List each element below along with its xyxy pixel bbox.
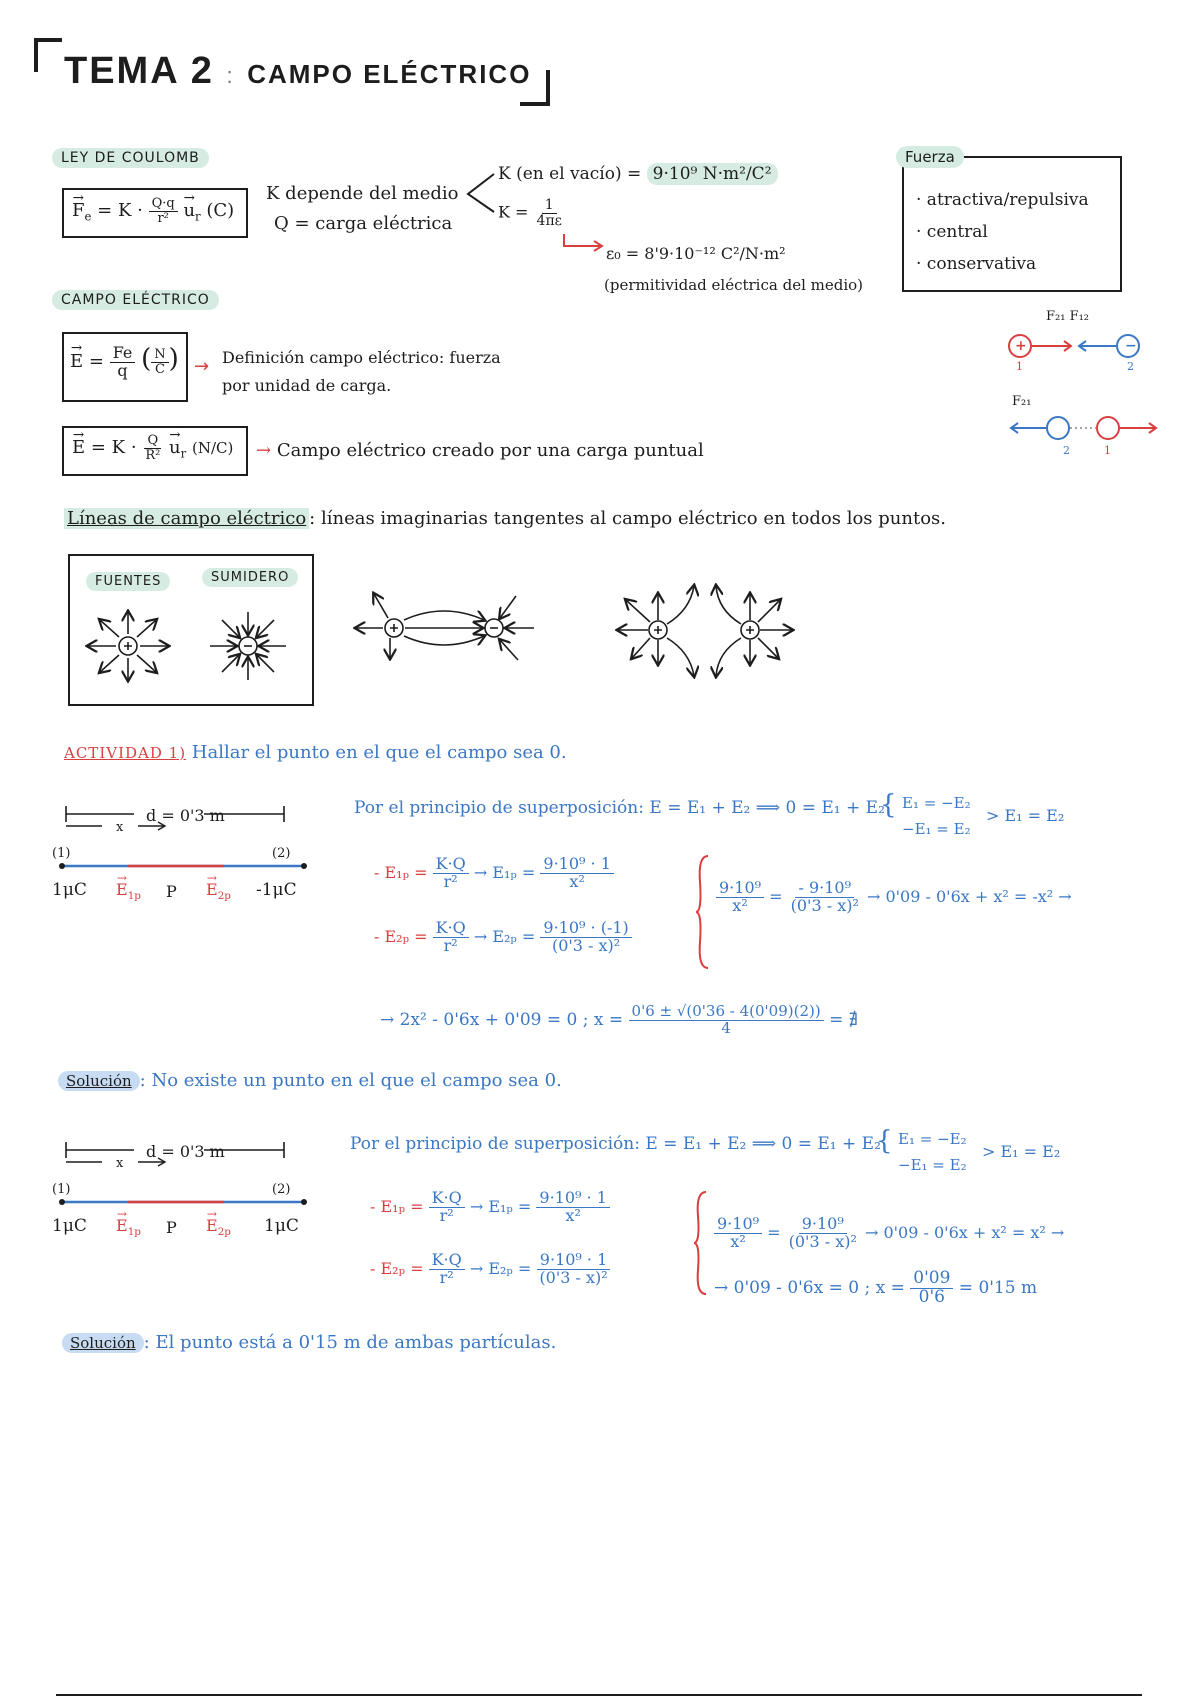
ex1-eq-l-num: 9·10⁹ (716, 880, 764, 898)
fuerza-item-conservativa: · conservativa (916, 254, 1037, 274)
ex2-lin-lhs: → 0'09 - 0'6x = 0 ; x = (714, 1277, 905, 1298)
sumidero-label: SUMIDERO (202, 568, 298, 587)
ex2-eq-r-den: (0'3 - x)² (788, 1231, 857, 1251)
ex1-p: P (166, 882, 177, 901)
ex2-sys2: −E₁ = E₂ (898, 1156, 967, 1174)
ex2-e1-line (370, 1190, 610, 1225)
campo-point-formula (72, 434, 233, 462)
title-sep: : (226, 63, 235, 88)
sol2-label: Solución (62, 1333, 144, 1353)
ex1-e2-frac2 (540, 920, 631, 955)
actividad-text: Hallar el punto en el que el campo sea 0. (191, 742, 567, 763)
actividad-label: ACTIVIDAD 1) (64, 744, 187, 762)
campo-point-text: → Campo eléctrico creado por una carga puntual (256, 440, 704, 461)
ex2-q2: 1μC (264, 1216, 299, 1236)
ex2-e2p (206, 1216, 231, 1238)
fuerza-item-atractiva: · atractiva/repulsiva (916, 190, 1089, 210)
ex1-q2: -1μC (256, 880, 297, 900)
ex1-quad-den: 4 (721, 1018, 731, 1037)
coulomb-note2: Q = carga eléctrica (274, 213, 453, 234)
ex1-e2-den2: (0'3 - x)² (551, 935, 621, 955)
ex2-brace: { (876, 1126, 893, 1156)
ex2-e2-frac (429, 1252, 465, 1287)
lineas-label: Líneas de campo eléctrico (64, 508, 309, 529)
ex1-e1-frac2 (540, 856, 613, 891)
ex2-e1-den: r² (439, 1205, 454, 1225)
ex2-q1: 1μC (52, 1216, 87, 1236)
ex2-eq-l-num: 9·10⁹ (714, 1216, 762, 1234)
ex1-eq-left (716, 880, 764, 915)
ex1-eq-result: → 0'09 - 0'6x + x² = -x² → (866, 886, 1072, 906)
ex2-e2-line (370, 1252, 611, 1287)
ex1-e2-num: K·Q (433, 920, 469, 938)
ex1-system (902, 790, 971, 842)
campo-def-text (222, 344, 501, 400)
force-n2b: 2 (1063, 444, 1070, 457)
campo-point-unit: (N/C) (191, 439, 234, 458)
ex2-e1-frac (429, 1190, 465, 1225)
ex1-sup-label: Por el principio de superposición: (354, 798, 644, 818)
ex1-e2-lhs: - E₂ₚ = (374, 926, 428, 946)
ex1-q1: 1μC (52, 880, 87, 900)
force-q1: + (1015, 338, 1027, 354)
campo-point-u-sub: r (180, 446, 187, 461)
campo-def-text2: por unidad de carga. (222, 376, 392, 395)
ex2-eq-r-num: 9·10⁹ (799, 1216, 847, 1234)
campo-def-arrow: → (194, 356, 210, 377)
ex2-big-brace (692, 1188, 712, 1298)
ex2-e1-num: K·Q (429, 1190, 465, 1208)
campo-def-den: q (117, 360, 128, 380)
campo-def-E: E (70, 351, 84, 372)
ex1-sys2: −E₁ = E₂ (902, 820, 971, 838)
ex1-quad-res: = ∄ (829, 1009, 858, 1030)
ex2-e2-arrow: → E₂ₚ = (469, 1258, 532, 1278)
ex2-e1-den2: x² (565, 1205, 581, 1225)
sol2-text: : El punto está a 0'15 m de ambas partículas. (143, 1332, 557, 1353)
ex2-x: x (116, 1156, 124, 1171)
force-diagram (990, 304, 1190, 464)
ex2-e2p-sub: 2p (217, 1226, 231, 1239)
ex2-e2-den: r² (439, 1267, 454, 1287)
campo-def-unit-num: N (151, 348, 168, 363)
k-formula (498, 198, 565, 228)
ex2-lin-frac (910, 1270, 953, 1307)
eps-value: ε₀ = 8'9·10⁻¹² C²/N·m² (606, 244, 786, 263)
ex1-e1-arrow: → E₁ₚ = (473, 862, 536, 882)
ex1-eq-l-den: x² (732, 895, 748, 915)
force-q2: − (1125, 338, 1137, 354)
ex2-p: P (166, 1218, 177, 1237)
page-title (64, 50, 531, 93)
force-label-top: F₂₁ F₁₂ (1046, 309, 1090, 324)
sol1-label: Solución (58, 1071, 140, 1091)
ex1-sys-res: > E₁ = E₂ (986, 806, 1065, 825)
ex2-e2-frac2 (536, 1252, 610, 1287)
coulomb-frac (149, 197, 178, 225)
ex2-system (898, 1126, 967, 1178)
k-vacuum-value: 9·10⁹ N·m²/C² (647, 163, 778, 185)
ex1-e1-line (374, 856, 614, 891)
campo-point-den: R² (145, 447, 161, 463)
ex1-e2-frac (433, 920, 469, 955)
ex1-e2p-E: E (206, 880, 218, 899)
bottom-rule (56, 1694, 1142, 1696)
ex1-e1p-E: E (116, 880, 128, 899)
coulomb-eq: = K · (97, 200, 143, 222)
fuerza-list (916, 184, 1089, 280)
coulomb-tail: (C) (206, 200, 235, 222)
ex1-eq-r-den: (0'3 - x)² (790, 895, 859, 915)
ex1-d: d = 0'3 m (146, 806, 225, 825)
k-vacuum (498, 164, 778, 184)
ex1-quad-frac (629, 1004, 824, 1037)
ex2-sup-eq: E = E₁ + E₂ ⟹ 0 = E₁ + E₂ (645, 1134, 881, 1154)
campo-def-num: Fe (110, 345, 136, 363)
ex1-e2p (206, 880, 231, 902)
ex1-e1p (116, 880, 141, 902)
coulomb-frac-den: r² (157, 210, 169, 226)
ex1-e1-num: K·Q (433, 856, 469, 874)
campo-point-u: u (169, 437, 181, 459)
ex2-linear (714, 1270, 1037, 1307)
ex2-eq-left (714, 1216, 762, 1251)
campo-point-E: E (72, 437, 86, 459)
campo-def-frac (110, 342, 136, 380)
ex1-e1-num2: 9·10⁹ · 1 (540, 856, 613, 874)
field-lines-diagrams (0, 580, 1200, 720)
ex2-e1p (116, 1216, 141, 1238)
fuentes-label: FUENTES (86, 572, 170, 591)
campo-point-frac (142, 434, 163, 462)
k-vacuum-label: K (en el vacío) = (498, 164, 642, 184)
ex1-e2-line (374, 920, 632, 955)
ex1-e1p-sub: 1p (127, 890, 141, 903)
ex2-e1-arrow: → E₁ₚ = (469, 1196, 532, 1216)
campo-point-num: Q (144, 434, 161, 449)
ex1-superposition (354, 798, 885, 818)
ex2-lin-res: = 0'15 m (958, 1277, 1038, 1298)
fuerza-heading: Fuerza (896, 146, 964, 168)
campo-def-eq: = (88, 351, 104, 372)
ex2-lin-num: 0'09 (910, 1270, 953, 1289)
eps-note: (permitividad eléctrica del medio) (604, 276, 864, 294)
force-n1: 1 (1016, 360, 1023, 373)
ex1-sys-res-text: E₁ = E₂ (1004, 806, 1065, 825)
ex1-e2p-sub: 2p (217, 890, 231, 903)
campo-heading: CAMPO ELÉCTRICO (52, 290, 219, 310)
ex2-e2-lhs: - E₂ₚ = (370, 1258, 424, 1278)
ex2-e2-den2: (0'3 - x)² (539, 1267, 608, 1287)
ex2-eq-result: → 0'09 - 0'6x + x² = x² → (864, 1222, 1065, 1242)
ex2-sys-res-text: E₁ = E₂ (1000, 1142, 1061, 1161)
ex2-eq-l-den: x² (730, 1231, 746, 1251)
fuerza-item-central: · central (916, 222, 988, 242)
k-frac-den: 4πε (536, 212, 562, 229)
coulomb-F: F (72, 200, 85, 222)
ex1-big-brace (694, 852, 714, 972)
ex2-e1-lhs: - E₁ₚ = (370, 1196, 424, 1216)
sol1-line (58, 1070, 562, 1091)
k-frac (534, 198, 565, 228)
ex1-eq-right (788, 880, 862, 915)
campo-def-text1: Definición campo eléctrico: fuerza (222, 348, 501, 367)
force-label-bottom: F₂₁ (1012, 394, 1032, 409)
ex1-e1-lhs: - E₁ₚ = (374, 862, 428, 882)
k-frac-num: 1 (542, 198, 557, 214)
ex2-e2p-E: E (206, 1216, 218, 1235)
ex1-e1-den2: x² (569, 871, 585, 891)
force-n1b: 1 (1104, 444, 1111, 457)
ex2-e2-num: K·Q (429, 1252, 465, 1270)
ex1-sup-eq: E = E₁ + E₂ ⟹ 0 = E₁ + E₂ (649, 798, 885, 818)
actividad-line (64, 742, 567, 763)
coulomb-formula (72, 197, 234, 225)
ex2-e1-num2: 9·10⁹ · 1 (536, 1190, 609, 1208)
ex2-d: d = 0'3 m (146, 1142, 225, 1161)
ex2-sys1: E₁ = −E₂ (898, 1130, 967, 1148)
ex1-n1: (1) (52, 846, 71, 861)
ex2-superposition (350, 1134, 881, 1154)
coulomb-u: u (183, 200, 196, 222)
sol1-text: : No existe un punto en el que el campo sea 0. (139, 1070, 562, 1091)
ex2-lin-den: 0'6 (918, 1286, 945, 1307)
ex2-sup-label: Por el principio de superposición: (350, 1134, 640, 1154)
ex1-quad-num: 0'6 ± √(0'36 - 4(0'09)(2)) (629, 1004, 824, 1021)
ex1-brace: { (880, 790, 897, 820)
ex2-e2-num2: 9·10⁹ · 1 (537, 1252, 610, 1270)
ex2-sys-res: > E₁ = E₂ (982, 1142, 1061, 1161)
k-formula-lhs: K = (498, 202, 529, 222)
campo-def-unit (151, 348, 168, 376)
campo-def-formula: → E = $\frac{Fe}{q}$ ( $\frac{N}{C}$ ) (70, 344, 179, 379)
ex1-e2-arrow: → E₂ₚ = (473, 926, 536, 946)
ex1-quadratic (380, 1004, 858, 1037)
lineas-line (64, 508, 946, 529)
ex1-sys1: E₁ = −E₂ (902, 794, 971, 812)
campo-point-eq: = K · (90, 437, 137, 459)
sol2-line (62, 1332, 556, 1353)
coulomb-u-sub: r (195, 209, 201, 224)
campo-point-label: Campo eléctrico creado por una carga puntual (276, 440, 704, 461)
coulomb-frac-num: Q·q (149, 197, 178, 212)
ex2-eq-line: $\frac{\text{9·10⁹}}{\text{x²}}$ = $\frac{\text{9·10⁹}}{\text{(0'3 - x)²}}$ → 0'09 - 0'6x + x² = x² → (714, 1216, 1064, 1251)
ex1-e1-frac (433, 856, 469, 891)
ex1-eq-r-num: - 9·10⁹ (795, 880, 854, 898)
ex1-quad-lhs: → 2x² - 0'6x + 0'09 = 0 ; x = (380, 1009, 624, 1030)
coulomb-F-sub: e (84, 209, 92, 224)
force-n2: 2 (1127, 360, 1134, 373)
ex2-n2: (2) (272, 1182, 291, 1197)
ex1-e2-den: r² (443, 935, 458, 955)
ex1-eq-line: $\frac{\text{9·10⁹}}{\text{x²}}$ = $\frac{\text{- 9·10⁹}}{\text{(0'3 - x)²}}$ → 0'09 - 0'6x + x² = -x² → (716, 880, 1072, 915)
ex1-e2-num2: 9·10⁹ · (-1) (540, 920, 631, 938)
ex2-e1p-E: E (116, 1216, 128, 1235)
ex1-x: x (116, 820, 124, 835)
title-main: CAMPO ELÉCTRICO (247, 59, 532, 89)
coulomb-note1: K depende del medio (266, 183, 459, 204)
lineas-text: : líneas imaginarias tangentes al campo eléctrico en todos los puntos. (309, 508, 946, 529)
title-prefix: TEMA 2 (64, 50, 214, 92)
campo-def-unit-den: C (155, 361, 165, 377)
ex1-n2: (2) (272, 846, 291, 861)
ex2-eq-right (786, 1216, 860, 1251)
ex2-n1: (1) (52, 1182, 71, 1197)
coulomb-heading: LEY DE COULOMB (52, 148, 209, 168)
ex1-e1-den: r² (443, 871, 458, 891)
ex2-e1p-sub: 1p (127, 1226, 141, 1239)
ex2-e1-frac2 (536, 1190, 609, 1225)
